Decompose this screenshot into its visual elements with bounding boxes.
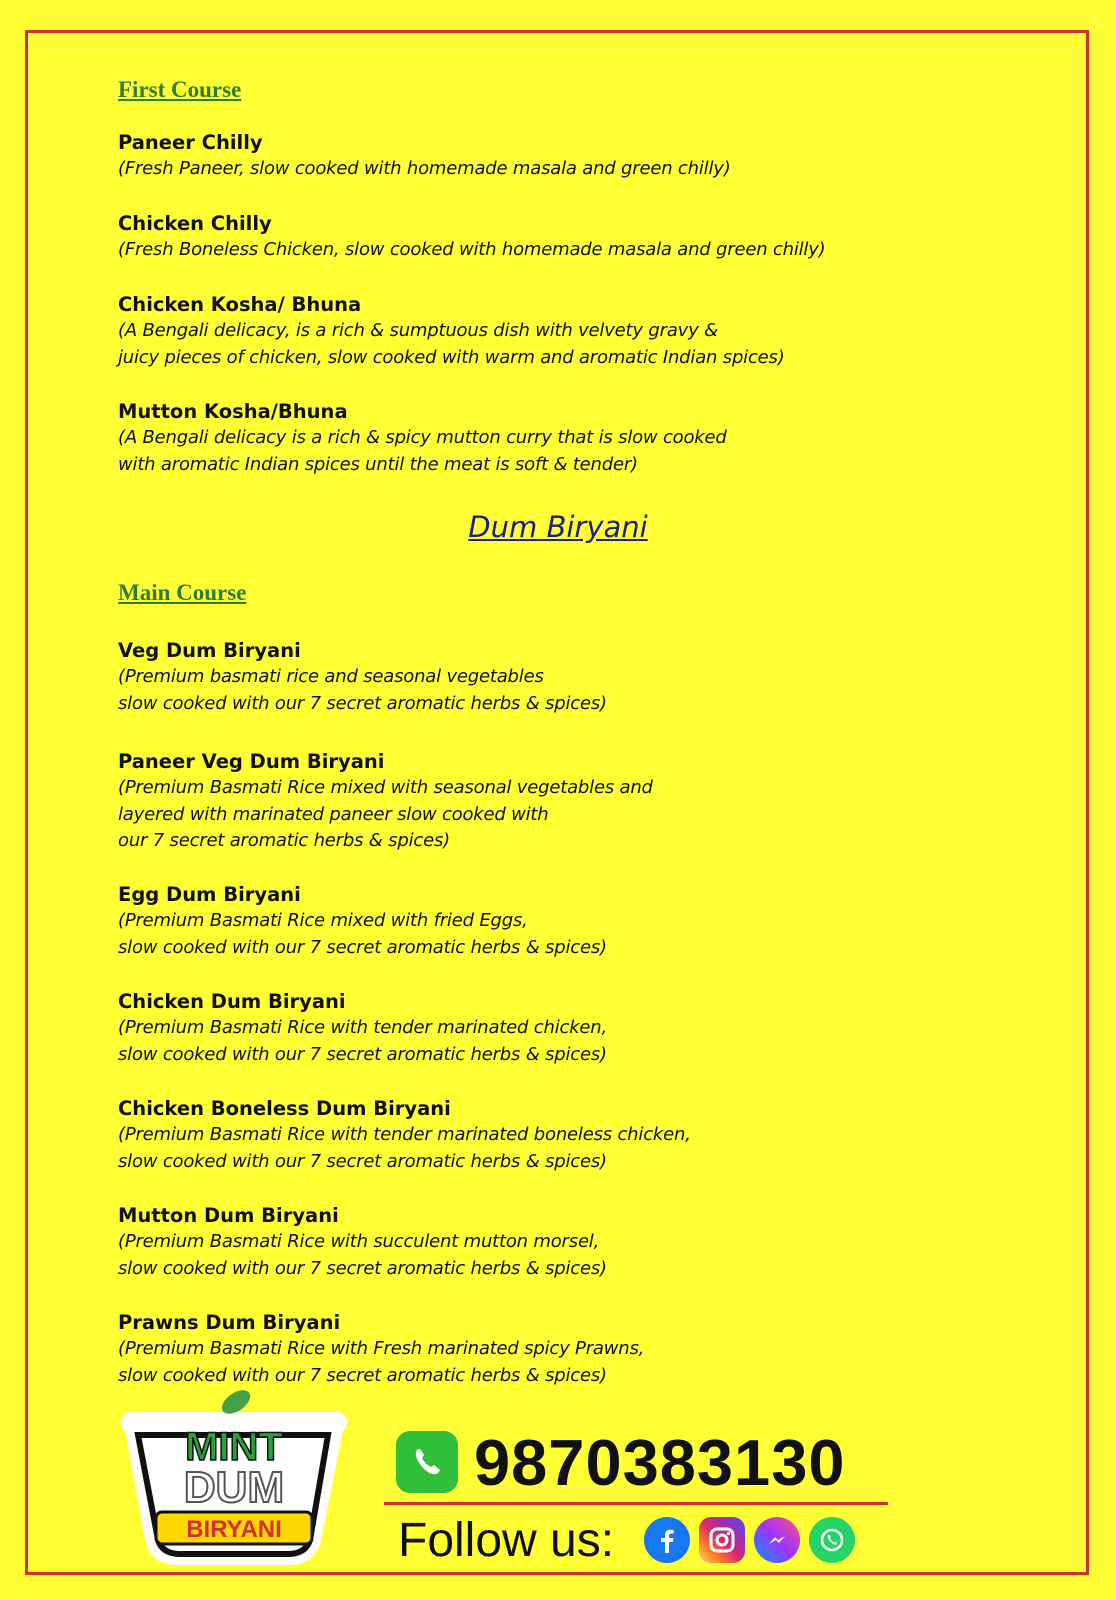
item-name: Veg Dum Biryani: [118, 639, 301, 662]
item-name: Mutton Dum Biryani: [118, 1204, 339, 1227]
item-description: (Premium Basmati Rice with succulent mutton morsel, slow cooked with our 7 secret aromatic herbs & spices): [118, 1231, 607, 1279]
item-description: (Fresh Paneer, slow cooked with homemade masala and green chilly): [118, 158, 731, 179]
divider: [384, 1502, 888, 1505]
dum-biryani-title: Dum Biryani: [468, 510, 648, 544]
item-description: (Premium basmati rice and seasonal vegetables slow cooked with our 7 secret aromatic herbs & spices): [118, 666, 607, 714]
facebook-icon[interactable]: [644, 1517, 690, 1563]
item-description: (Premium Basmati Rice mixed with fried Eggs, slow cooked with our 7 secret aromatic herbs & spices): [118, 910, 607, 958]
phone-number[interactable]: 9870383130: [474, 1425, 846, 1499]
item-name: Chicken Kosha/ Bhuna: [118, 293, 362, 316]
menu-item: [118, 882, 938, 961]
item-description: (Fresh Boneless Chicken, slow cooked with homemade masala and green chilly): [118, 239, 826, 260]
logo-line3: BIRYANI: [186, 1516, 282, 1543]
item-description: (Premium Basmati Rice with Fresh marinated spicy Prawns, slow cooked with our 7 secret aromatic herbs & spices): [118, 1338, 645, 1386]
main-course-heading: Main Course: [118, 580, 247, 605]
item-name: Prawns Dum Biryani: [118, 1311, 341, 1334]
item-name: Mutton Kosha/Bhuna: [118, 400, 348, 423]
menu-item: [118, 1203, 938, 1282]
mint-dum-biryani-logo: [118, 1390, 350, 1565]
instagram-icon[interactable]: [699, 1517, 745, 1563]
messenger-icon[interactable]: [754, 1517, 800, 1563]
item-description: (Premium Basmati Rice with tender marinated boneless chicken, slow cooked with our 7 secret aromatic herbs & spices): [118, 1124, 691, 1172]
first-course-heading: First Course: [118, 77, 242, 102]
phone-row: [396, 1424, 846, 1500]
follow-row: [398, 1510, 864, 1570]
item-name: Egg Dum Biryani: [118, 883, 301, 906]
item-description: (A Bengali delicacy, is a rich & sumptuous dish with velvety gravy & juicy pieces of chicken, slow cooked with warm and aromatic Indian spices): [118, 320, 785, 368]
item-name: Paneer Veg Dum Biryani: [118, 750, 385, 773]
menu-item: [118, 399, 938, 478]
item-name: Chicken Dum Biryani: [118, 990, 346, 1013]
logo-line2: DUM: [183, 1463, 285, 1512]
whatsapp-icon[interactable]: [809, 1517, 855, 1563]
item-name: Chicken Boneless Dum Biryani: [118, 1097, 451, 1120]
follow-label: Follow us:: [398, 1513, 615, 1567]
menu-item: [118, 989, 938, 1068]
item-name: Paneer Chilly: [118, 131, 263, 154]
menu-item: [118, 211, 938, 264]
whatsapp-icon[interactable]: [396, 1431, 458, 1493]
item-description: (A Bengali delicacy is a rich & spicy mutton curry that is slow cooked with aromatic Indian spices until the meat is soft & tender): [118, 427, 727, 475]
item-description: (Premium Basmati Rice with tender marinated chicken, slow cooked with our 7 secret aromatic herbs & spices): [118, 1017, 608, 1065]
menu-item: [118, 292, 938, 371]
logo-line1: MINT: [185, 1425, 283, 1469]
menu-item: [118, 749, 938, 855]
menu-item: [118, 1310, 938, 1389]
item-description: (Premium Basmati Rice mixed with seasonal vegetables and layered with marinated paneer slow cooked with our 7 secret aromatic herbs & spices): [118, 777, 653, 851]
menu-item: [118, 1096, 938, 1175]
item-name: Chicken Chilly: [118, 212, 272, 235]
menu-item: [118, 130, 938, 183]
menu-item: [118, 638, 938, 717]
